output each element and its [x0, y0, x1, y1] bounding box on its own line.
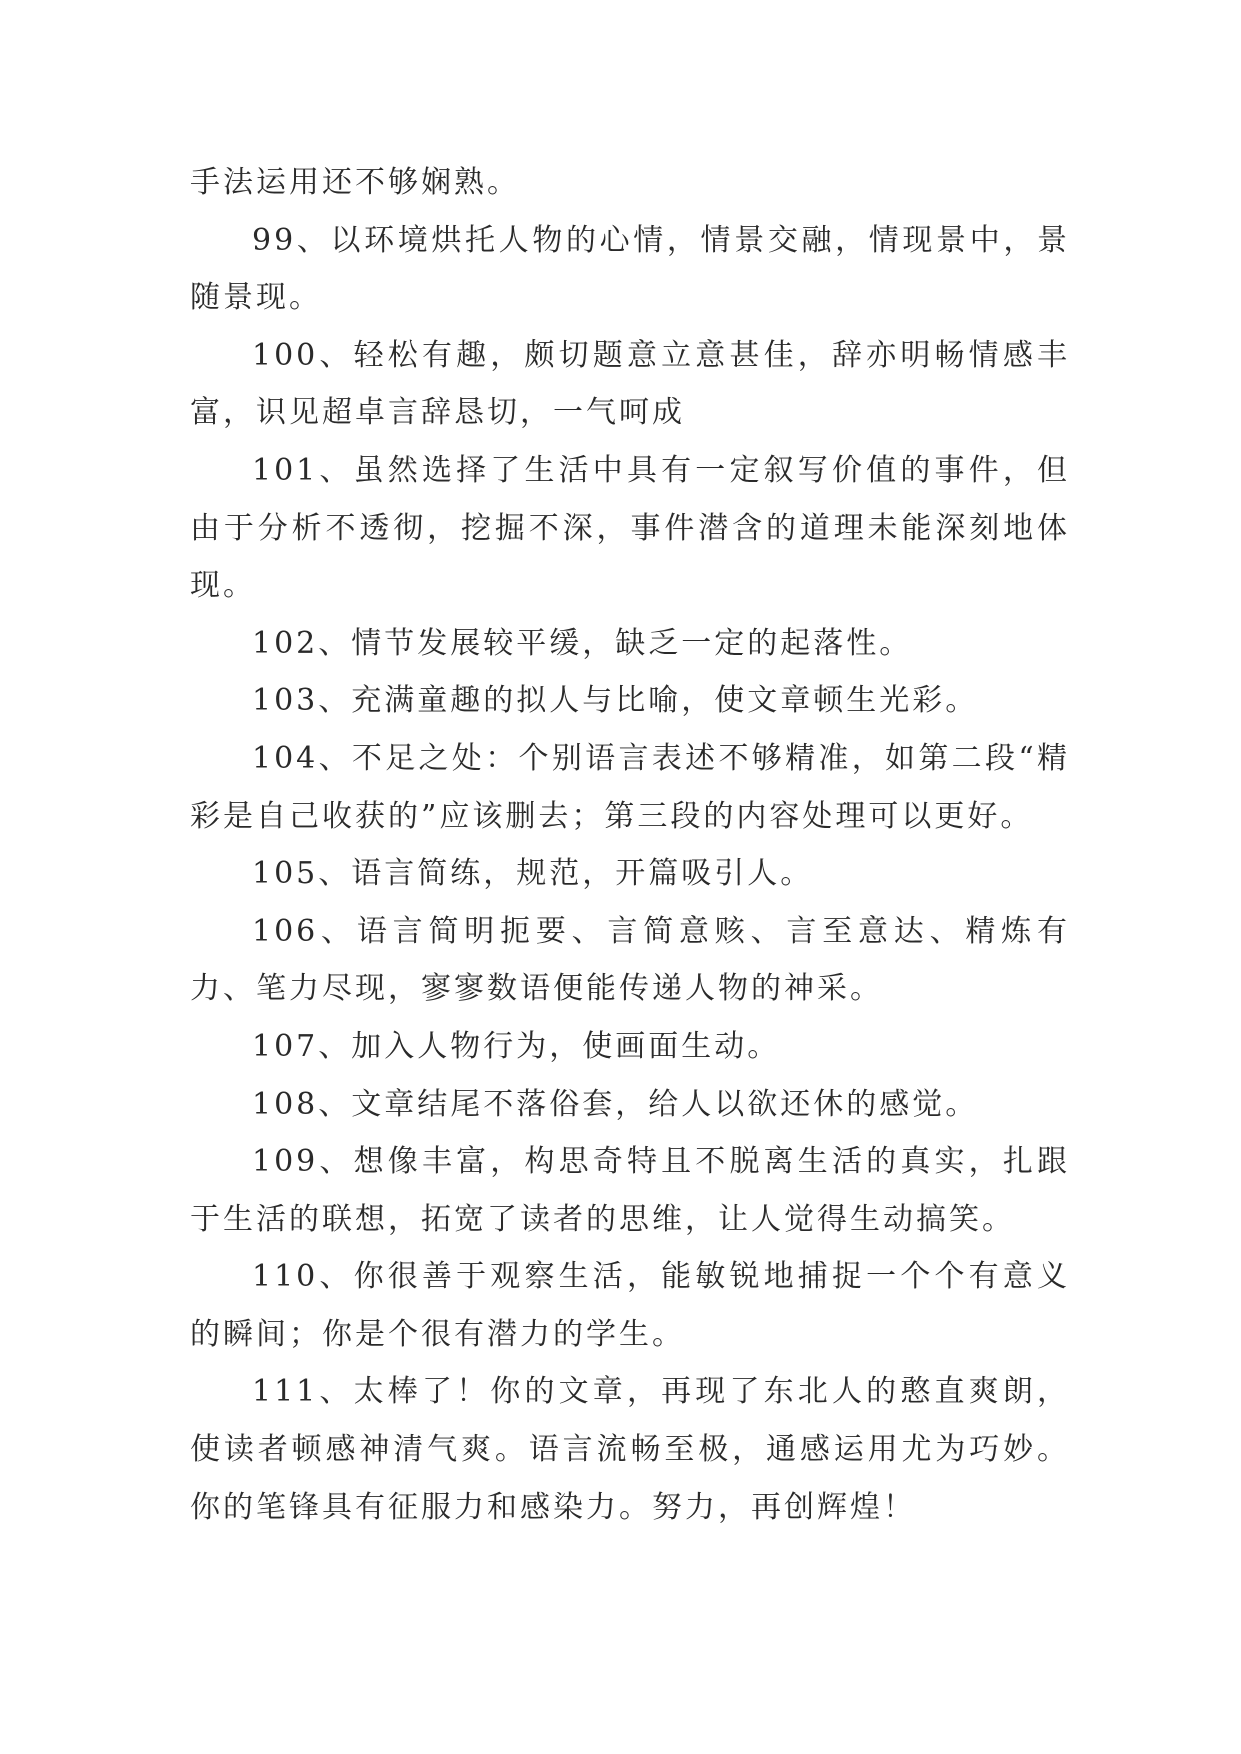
comment-item-105: 105、语言简练，规范，开篇吸引人。	[252, 856, 814, 892]
paragraph-continuation: 手法运用还不够娴熟。	[190, 165, 520, 200]
comment-item-107: 107、加入人物行为，使画面生动。	[252, 1028, 781, 1064]
comment-item-100: 100、轻松有趣，颇切题意立意甚佳，辞亦明畅情感丰富，识见超卓言辞恳切，一气呵成	[190, 337, 1070, 431]
comment-item-104: 104、不足之处：个别语言表述不够精准，如第二段“精彩是自己收获的”应该删去；第三段的内容处理可以更好。	[190, 740, 1070, 834]
comment-item-102: 102、情节发展较平缓，缺乏一定的起落性。	[252, 625, 913, 661]
comment-item-99: 99、以环境烘托人物的心情，情景交融，情现景中，景随景现。	[190, 222, 1070, 316]
comment-item-110: 110、你很善于观察生活，能敏锐地捕捉一个个有意义的瞬间；你是个很有潜力的学生。	[190, 1259, 1070, 1352]
comment-item-106: 106、语言简明扼要、言简意赅、言至意达、精炼有力、笔力尽现，寥寥数语便能传递人物的神采。	[190, 913, 1070, 1007]
comment-item-109: 109、想像丰富，构思奇特且不脱离生活的真实，扎跟于生活的联想，拓宽了读者的思维，让人觉得生动搞笑。	[190, 1144, 1070, 1237]
comment-item-108: 108、文章结尾不落俗套，给人以欲还休的感觉。	[252, 1086, 979, 1122]
comment-item-111: 111、太棒了！你的文章，再现了东北人的憨直爽朗，使读者顿感神清气爽。语言流畅至极，通感运用尤为巧妙。你的笔锋具有征服力和感染力。努力，再创辉煌！	[190, 1374, 1070, 1525]
comment-item-101: 101、虽然选择了生活中具有一定叙写价值的事件，但由于分析不透彻，挖掘不深，事件潜含的道理未能深刻地体现。	[190, 452, 1070, 604]
document-body	[190, 154, 1070, 1536]
comment-item-103: 103、充满童趣的拟人与比喻，使文章顿生光彩。	[252, 683, 979, 719]
